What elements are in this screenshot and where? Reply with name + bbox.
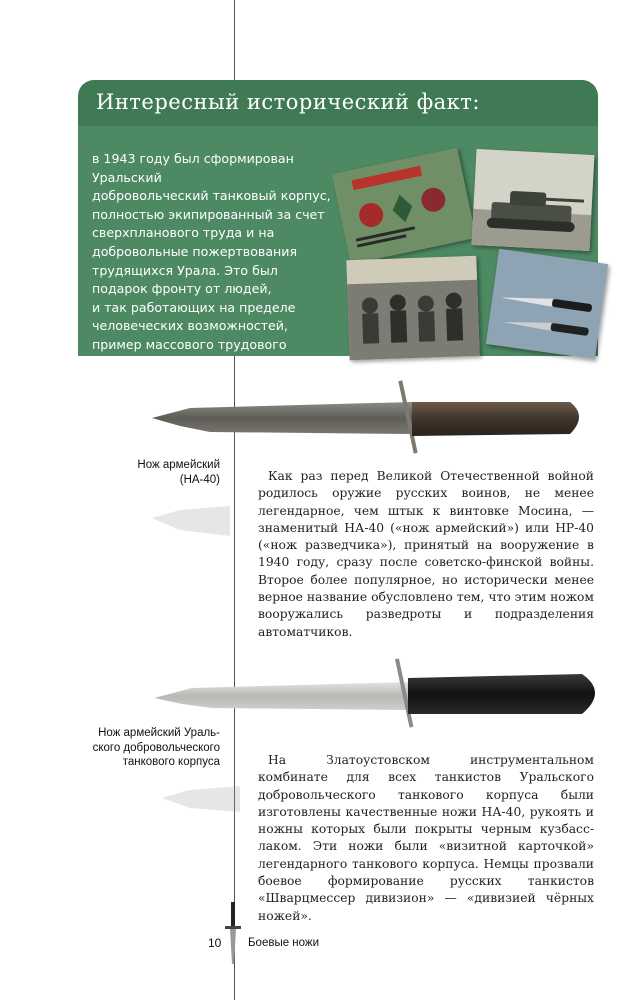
tank-illustration xyxy=(472,149,595,251)
fact-line: человеческих возможностей, xyxy=(92,318,288,334)
knife-na40-caption xyxy=(100,458,220,487)
fact-box-title: Интересный исторический факт: xyxy=(96,90,480,114)
page-number: 10 xyxy=(208,936,222,950)
historical-fact-box xyxy=(78,80,598,371)
fact-box-text xyxy=(92,150,352,373)
fact-line: добровольческий танковый корпус, xyxy=(92,188,331,204)
fact-line: в 1943 году был сформирован Уральский xyxy=(92,151,294,185)
fact-line: и так работающих на пределе xyxy=(92,299,296,315)
caption-line: танкового корпуса xyxy=(122,756,220,768)
fact-line: трудящихся Урала. Это был xyxy=(92,262,278,278)
paragraph-ural: На Златоустовском инструментальном комбинате для всех танкистов Уральского добровольческого танкового корпуса были изготовлены качественные ножи НА-40, рукоять и ножны которых были покрыты черным кузбасс-лаком. Эти ножи были «визитной карточкой» легендарного танкового корпуса. Немцы прозвали боевое формирование русских танкистов «Шварцмессер дивизион» — «дивизией чёрных ножей». xyxy=(258,753,594,923)
fact-line: героизма рабочих. xyxy=(92,355,217,371)
caption-line: Нож армейский Ураль- xyxy=(98,727,220,739)
fact-line: добровольные пожертвования xyxy=(92,243,298,259)
paragraph-na40: Как раз перед Великой Отечественной войной родилось оружие русских воинов, не менее легендарное, чем штык к винтовке Мосина, — знаменитый НА-40 («нож армейский») или НР-40 («нож разведчика»), принятый на вооружение в 1940 году, сразу после советско-финской войны. Второе более популярное, но исторически менее верное название обусловлено тем, что этим ножом вооружались разведроты и подразделения автоматчиков. xyxy=(258,469,594,639)
caption-line: ского добровольческого xyxy=(92,741,220,754)
caption-line: Нож армейский xyxy=(137,459,220,471)
book-title: Боевые ножи xyxy=(248,937,320,949)
fact-line: сверхпланового труда и на xyxy=(92,225,275,241)
fact-line: подарок фронту от людей, xyxy=(92,281,272,297)
tank-photo xyxy=(472,149,595,251)
knife-ural-image xyxy=(152,652,604,732)
knives-photo xyxy=(486,249,608,359)
fact-line: полностью экипированный за счет xyxy=(92,206,325,222)
soldiers-illustration xyxy=(346,256,479,360)
knives-illustration xyxy=(486,249,608,359)
soldiers-photo xyxy=(346,256,479,360)
footer-knife-icon xyxy=(222,902,244,966)
knife-na40-reflection xyxy=(150,488,230,548)
caption-line: (НА-40) xyxy=(179,473,220,486)
fact-line: пример массового трудового xyxy=(92,336,287,352)
knife-ural-caption xyxy=(70,726,220,770)
knife-na40-image xyxy=(150,372,600,464)
knife-ural-reflection xyxy=(160,772,240,822)
